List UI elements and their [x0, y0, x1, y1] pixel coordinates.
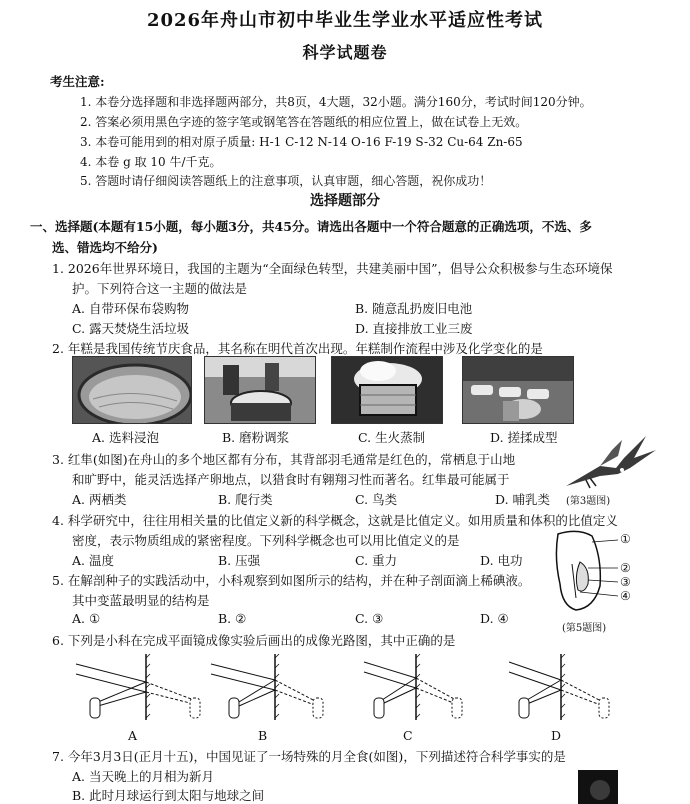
q6-label-c: C [403, 728, 413, 743]
question-5: 5. 在解剖种子的实践活动中，小科观察到如图所示的结构，并在种子剖面滴上稀碘液。 [52, 573, 531, 588]
notice-item: 2. 答案必须用黑色字迹的签字笔或钢笔答在答题纸的相应位置上，做在试卷上无效。 [80, 115, 528, 129]
question-1: 1. 2026年世界环境日，我国的主题为“全面绿色转型，共建美丽中国”，倡导公众积极参与生态环境保 [52, 261, 613, 276]
seed-label-2: ② [620, 561, 631, 575]
ray-diagram-a [70, 650, 210, 724]
exam-title: 2026年舟山市初中毕业生学业水平适应性考试 [146, 10, 544, 31]
q4-option-a: A. 温度 [72, 553, 114, 568]
section-intro: 一、选择题(本题有15小题，每小题3分，共45分。请选出各题中一个符合题意的正确选项，不选、多 [30, 219, 592, 234]
q3-option-d: D. 哺乳类 [495, 492, 551, 507]
ray-diagram-b [205, 650, 335, 724]
q6-label-b: B [258, 728, 268, 743]
q7-option-b: B. 此时月球运行到太阳与地球之间 [72, 788, 265, 803]
moon-icon [578, 770, 618, 804]
lunar-eclipse-photo [578, 770, 618, 804]
q3-option-c: C. 鸟类 [355, 492, 398, 507]
seed-figure [550, 528, 630, 612]
q4-option-c: C. 重力 [355, 553, 398, 568]
q1-option-c: C. 露天焚烧生活垃圾 [72, 321, 190, 336]
question-6: 6. 下列是小科在完成平面镜成像实验后画出的成像光路图，其中正确的是 [52, 633, 456, 648]
question-3: 3. 红隼(如图)在舟山的多个地区都有分布，其背部羽毛通常是红色的，常栖息于山地 [52, 452, 516, 467]
seed-label-4: ④ [620, 589, 631, 603]
kneading-illustration [463, 357, 573, 423]
q5-option-b: B. ② [218, 611, 247, 626]
question-5-cont: 其中变蓝最明显的结构是 [72, 593, 210, 608]
q2-option-a: A. 选料浸泡 [92, 430, 159, 445]
notice-item: 3. 本卷可能用到的相对原子质量: H-1 C-12 N-14 O-16 F-19 S-32 Cu-64 Zn-65 [80, 135, 523, 149]
steaming-illustration [332, 357, 442, 423]
q3-option-a: A. 两栖类 [72, 492, 127, 507]
q6-label-a: A [128, 728, 138, 743]
seed-label-1: ① [620, 532, 631, 546]
ray-diagram-d [505, 650, 635, 724]
q5-option-a: A. ① [72, 611, 101, 626]
question-4: 4. 科学研究中，往往用相关量的比值定义新的科学概念，这就是比值定义。如用质量和体积的比值定义 [52, 513, 618, 528]
notice-heading: 考生注意: [50, 74, 105, 89]
soaking-illustration [73, 357, 191, 423]
seed-label-3: ③ [620, 575, 631, 589]
kestrel-figure [560, 428, 660, 490]
grinding-illustration [205, 357, 315, 423]
q1-option-d: D. 直接排放工业三废 [355, 321, 473, 336]
section-title: 选择题部分 [310, 193, 380, 209]
notice-item: 4. 本卷 g 取 10 牛/千克。 [80, 155, 222, 169]
question-3-cont: 和旷野中，能灵活选择产卵地点，以猎食时有翱翔习性而著名。红隼最可能属于 [72, 472, 510, 487]
notice-item: 1. 本卷分选择题和非选择题两部分，共8页，4大题，32小题。满分160分，考试时间120分钟。 [80, 95, 592, 109]
q4-option-d: D. 电功 [480, 553, 523, 568]
q1-option-a: A. 自带环保布袋购物 [72, 301, 189, 316]
steaming-photo [331, 356, 443, 424]
kneading-photo [462, 356, 574, 424]
soaking-photo [72, 356, 192, 424]
notice-item: 5. 答题时请仔细阅读答题纸上的注意事项，认真审题，细心答题，祝你成功！ [80, 174, 492, 188]
grinding-photo [204, 356, 316, 424]
ray-diagram-c [360, 650, 490, 724]
q4-option-b: B. 压强 [218, 553, 261, 568]
question-2: 2. 年糕是我国传统节庆食品，其名称在明代首次出现。年糕制作流程中涉及化学变化的是 [52, 341, 543, 356]
q3-option-b: B. 爬行类 [218, 492, 273, 507]
q5-option-c: C. ③ [355, 611, 384, 626]
q2-option-b: B. 磨粉调浆 [222, 430, 290, 445]
q3-figure-caption: (第3题图) [566, 496, 611, 507]
q1-option-b: B. 随意乱扔废旧电池 [355, 301, 473, 316]
q2-option-c: C. 生火蒸制 [358, 430, 426, 445]
question-4-cont: 密度，表示物质组成的紧密程度。下列科学概念也可以用比值定义的是 [72, 533, 460, 548]
exam-subtitle: 科学试题卷 [302, 43, 388, 62]
question-1-cont: 护。下列符合这一主题的做法是 [72, 281, 248, 296]
q6-label-d: D [551, 728, 562, 743]
q2-option-d: D. 搓揉成型 [490, 430, 558, 445]
section-intro-cont: 选、错选均不给分) [52, 240, 158, 255]
q5-option-d: D. ④ [480, 611, 509, 626]
question-7: 7. 今年3月3日(正月十五)，中国见证了一场特殊的月全食(如图)，下列描述符合科学事实的是 [52, 749, 566, 764]
q7-option-a: A. 当天晚上的月相为新月 [72, 769, 214, 784]
q5-figure-caption: (第5题图) [562, 623, 607, 634]
